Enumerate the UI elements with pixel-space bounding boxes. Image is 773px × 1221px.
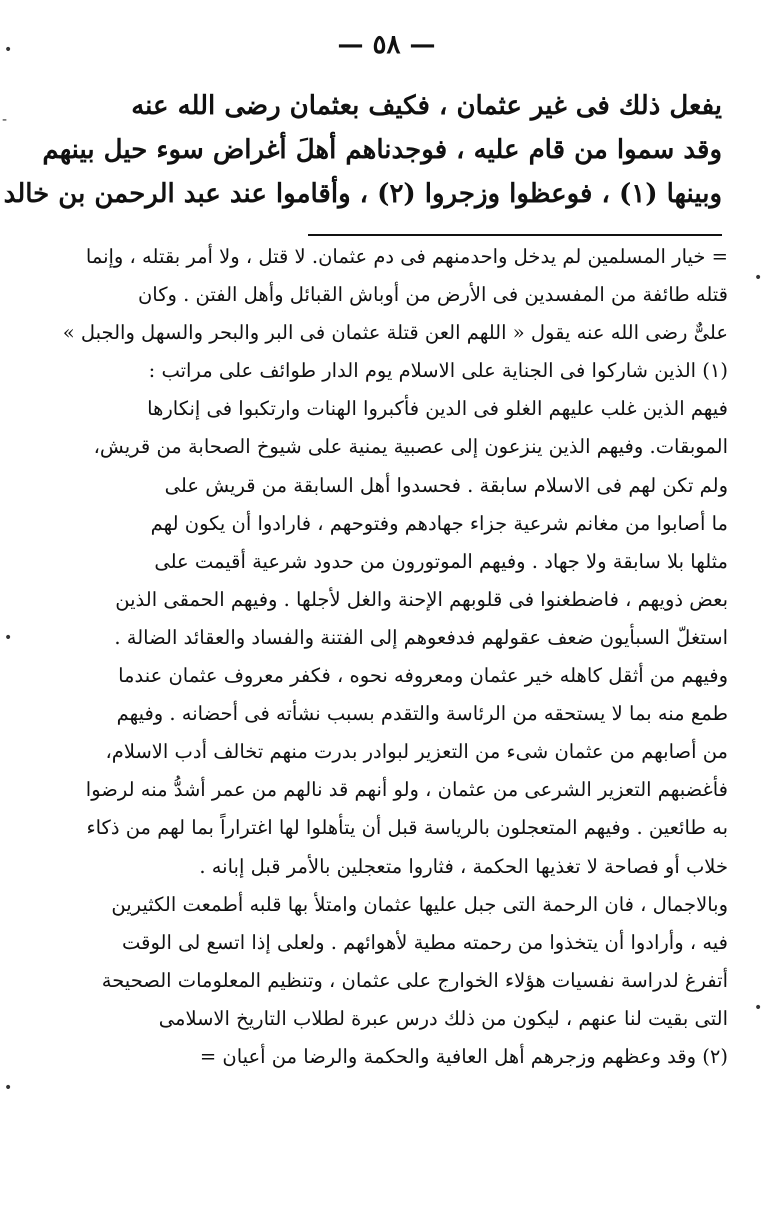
footnote-line: به طائعين . وفيهم المتعجلون بالرياسة قبل أن يتأهلوا لها اغتراراً بما لهم من ذكاء — [86, 816, 728, 840]
footnote-line: استغلّ السبأيون ضعف عقولهم فدفعوهم إلى الفتنة والفساد والعقائد الضالة . — [114, 625, 728, 649]
footnote-line: وبالاجمال ، فان الرحمة التى جبل عليها عثمان وامتلأ بها قلبه أطمعت الكثيرين — [111, 892, 728, 916]
main-text — [3, 84, 722, 216]
footnote-line: ولم تكن لهم فى الاسلام سابقة . فحسدوا أهل السابقة من قريش على — [164, 473, 728, 497]
page-number: — ٥٨ — — [337, 30, 436, 60]
footnote-line: بعض ذويهم ، فاضطغنوا فى قلوبهم الإحنة والغل لأجلها . وفيهم الحمقى الذين — [115, 587, 728, 611]
footnote-line: التى بقيت لنا عنهم ، ليكون من ذلك درس عبرة لطلاب التاريخ الاسلامى — [158, 1006, 728, 1030]
scan-mark: • — [4, 630, 13, 646]
footnote-line: مثلها بلا سابقة ولا جهاد . وفيهم الموتورون من حدود شرعية أقيمت على — [154, 549, 728, 573]
footnote-line: أتفرغ لدراسة نفسيات هؤلاء الخوارج على عثمان ، وتنظيم المعلومات الصحيحة — [101, 968, 728, 992]
footnote-divider — [308, 234, 722, 236]
main-text-line: وقد سموا من قام عليه ، فوجدناهم أهلَ أغراض سوء حيل بينهم — [42, 135, 722, 165]
scan-mark: • — [754, 1000, 763, 1016]
footnote-line: علىٌّ رضى الله عنه يقول « اللهم العن قتلة عثمان فى البر والبحر والسهل والجبل » — [62, 321, 728, 345]
scan-mark: • — [754, 270, 763, 286]
footnote-line: الموبقات. وفيهم الذين ينزعون إلى عصبية يمنية على شيوخ الصحابة من قريش، — [93, 435, 728, 459]
footnote-line: وفيهم من أثقل كاهله خير عثمان ومعروفه نحوه ، فكفر معروف عثمان عندما — [118, 664, 728, 688]
main-text-line: يفعل ذلك فى غير عثمان ، فكيف بعثمان رضى الله عنه — [131, 91, 722, 121]
scan-mark: • — [4, 42, 13, 58]
footnote-line: قتله طائفة من المفسدين فى الأرض من أوباش القبائل وأهل الفتن . وكان — [137, 283, 728, 307]
footnote-line: فأغضبهم التعزير الشرعى من عثمان ، ولو أنهم قد نالهم من عمر أشدُّ منه لرضوا — [85, 778, 728, 802]
footnote-line: فيهم الذين غلب عليهم الغلو فى الدين فأكبروا الهنات وارتكبوا فى إنكارها — [147, 397, 728, 421]
footnote-line: (١) الذين شاركوا فى الجناية على الاسلام يوم الدار طوائف على مراتب : — [148, 359, 728, 383]
scan-mark: • — [4, 1080, 13, 1096]
footnote-line: من أصابهم من عثمان شىء من التعزير لبوادر بدرت منهم تخالف أدب الاسلام، — [105, 740, 728, 764]
main-text-line: وبينها (١) ، فوعظوا وزجروا (٢) ، وأقاموا عند عبد الرحمن بن خالد — [3, 179, 722, 209]
footnote-line: = خيار المسلمين لم يدخل واحدمنهم فى دم عثمان. لا قتل ، ولا أمر بقتله ، وإنما — [85, 245, 728, 268]
footnote-line: خلاب أو فصاحة لا تغذيها الحكمة ، فثاروا متعجلين بالأمر قبل إبانه . — [199, 854, 728, 878]
footnote-line: فيه ، وأرادوا أن يتخذوا من رحمته مطية لأهوائهم . ولعلى إذا اتسع لى الوقت — [122, 930, 728, 954]
footnote-line: (٢) وقد وعظهم وزجرهم أهل العافية والحكمة والرضا من أعيان = — [199, 1044, 728, 1068]
footnotes — [50, 238, 728, 1076]
footnote-line: ما أصابوا من مغانم شرعية جزاء جهادهم وفتوحهم ، فارادوا أن يكون لهم — [150, 511, 728, 535]
footnote-line: طمع منه بما لا يستحقه من الرئاسة والتقدم بسبب نشأته فى أحضانه . وفيهم — [116, 702, 728, 726]
scan-mark: ‐ — [2, 112, 8, 128]
